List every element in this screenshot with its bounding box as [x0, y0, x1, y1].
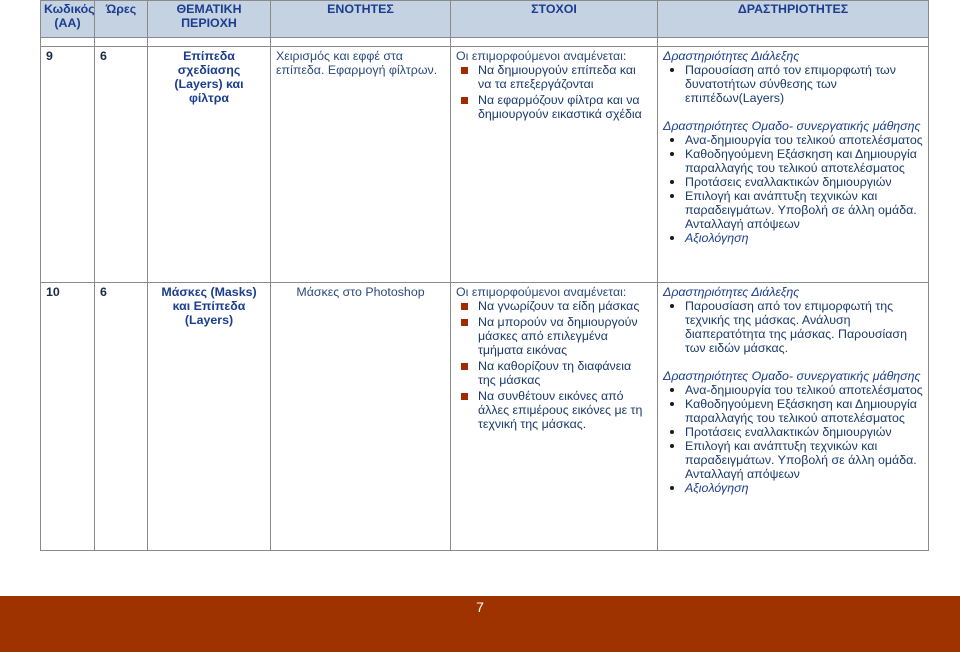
activities-group-heading: Δραστηριότητες Ομαδο- συνεργατικής μάθησης — [663, 369, 921, 383]
list-item: Να καθορίζουν τη διαφάνεια της μάσκας — [456, 359, 652, 387]
row-activities — [658, 47, 929, 283]
row-activities — [658, 283, 929, 551]
list-item: Να δημιουργούν επίπεδα και να τα επεξεργάζονται — [456, 63, 652, 91]
list-item: Να συνθέτουν εικόνες από άλλες επιμέρους εικόνες με τη τεχνική της μάσκας. — [456, 389, 652, 431]
list-item: Προτάσεις εναλλακτικών δημιουργιών — [663, 175, 923, 189]
header-thematic-area: ΘΕΜΑΤΙΚΗ ΠΕΡΙΟΧΗ — [148, 1, 271, 38]
list-item: Να γνωρίζουν τα είδη μάσκας — [456, 299, 652, 313]
list-item: Να μπορούν να δημιουργούν μάσκες από επιλεγμένα τμήματα εικόνας — [456, 315, 652, 357]
header-code: Κωδικός (ΑΑ) — [41, 1, 95, 38]
row-units: Μάσκες στο Photoshop — [271, 283, 451, 551]
list-item: Επιλογή και ανάπτυξη τεχνικών και παραδειγμάτων. Υποβολή σε άλλη ομάδα. Ανταλλαγή απόψεων — [663, 189, 923, 231]
list-item: Προτάσεις εναλλακτικών δημιουργιών — [663, 425, 923, 439]
activities-group-list — [663, 383, 923, 495]
header-activities: ΔΡΑΣΤΗΡΙΟΤΗΤΕΣ — [658, 1, 929, 38]
table-header-row — [41, 1, 929, 38]
table-row — [41, 47, 929, 283]
list-item: Καθοδηγούμενη Εξάσκηση και Δημιουργία παραλλαγής του τελικού αποτελέσματος — [663, 147, 923, 175]
list-item: Ανα-δημιουργία του τελικού αποτελέσματος — [663, 383, 923, 397]
activities-lecture-heading: Δραστηριότητες Διάλεξης — [663, 49, 800, 63]
activities-lecture-list — [663, 63, 923, 105]
list-item: Επιλογή και ανάπτυξη τεχνικών και παραδειγμάτων. Υποβολή σε άλλη ομάδα. Ανταλλαγή απόψεων — [663, 439, 923, 481]
list-item: Να εφαρμόζουν φίλτρα και να δημιουργούν εικαστικά σχέδια — [456, 93, 652, 121]
spacer-row — [41, 38, 929, 47]
list-item: Αξιολόγηση — [663, 481, 923, 495]
list-item: Παρουσίαση από τον επιμορφωτή της τεχνικής της μάσκας. Ανάλυση διαπερατότητα της μάσκας. Παρουσίαση των ειδών μάσκας. — [663, 299, 923, 355]
row-thematic-area: Μάσκες (Masks) και Επίπεδα (Layers) — [148, 283, 271, 551]
header-units: ΕΝΟΤΗΤΕΣ — [271, 1, 451, 38]
row-units: Χειρισμός και εφφέ στα επίπεδα. Εφαρμογή φίλτρων. — [271, 47, 451, 283]
list-item: Αξιολόγηση — [663, 231, 923, 245]
row-hours: 6 — [95, 47, 148, 283]
header-hours: Ώρες — [95, 1, 148, 38]
table-row — [41, 283, 929, 551]
list-item: Παρουσίαση από τον επιμορφωτή των δυνατοτήτων σύνθεσης των επιπέδων(Layers) — [663, 63, 923, 105]
list-item: Ανα-δημιουργία του τελικού αποτελέσματος — [663, 133, 923, 147]
goals-intro: Οι επιμορφούμενοι αναμένεται: — [456, 49, 627, 63]
goals-list — [456, 63, 652, 121]
row-goals — [451, 47, 658, 283]
goals-list — [456, 299, 652, 431]
activities-group-heading: Δραστηριότητες Ομαδο- συνεργατικής μάθησης — [663, 119, 921, 133]
row-goals — [451, 283, 658, 551]
row-thematic-area: Επίπεδα σχεδίασης (Layers) και φίλτρα — [148, 47, 271, 283]
goals-intro: Οι επιμορφούμενοι αναμένεται: — [456, 285, 627, 299]
curriculum-table — [40, 0, 929, 551]
activities-group-list — [663, 133, 923, 245]
page-number: 7 — [476, 599, 484, 615]
activities-lecture-heading: Δραστηριότητες Διάλεξης — [663, 285, 800, 299]
row-code: 9 — [41, 47, 95, 283]
header-goals: ΣΤΟΧΟΙ — [451, 1, 658, 38]
row-code: 10 — [41, 283, 95, 551]
activities-lecture-list — [663, 299, 923, 355]
row-hours: 6 — [95, 283, 148, 551]
list-item: Καθοδηγούμενη Εξάσκηση και Δημιουργία παραλλαγής του τελικού αποτελέσματος — [663, 397, 923, 425]
